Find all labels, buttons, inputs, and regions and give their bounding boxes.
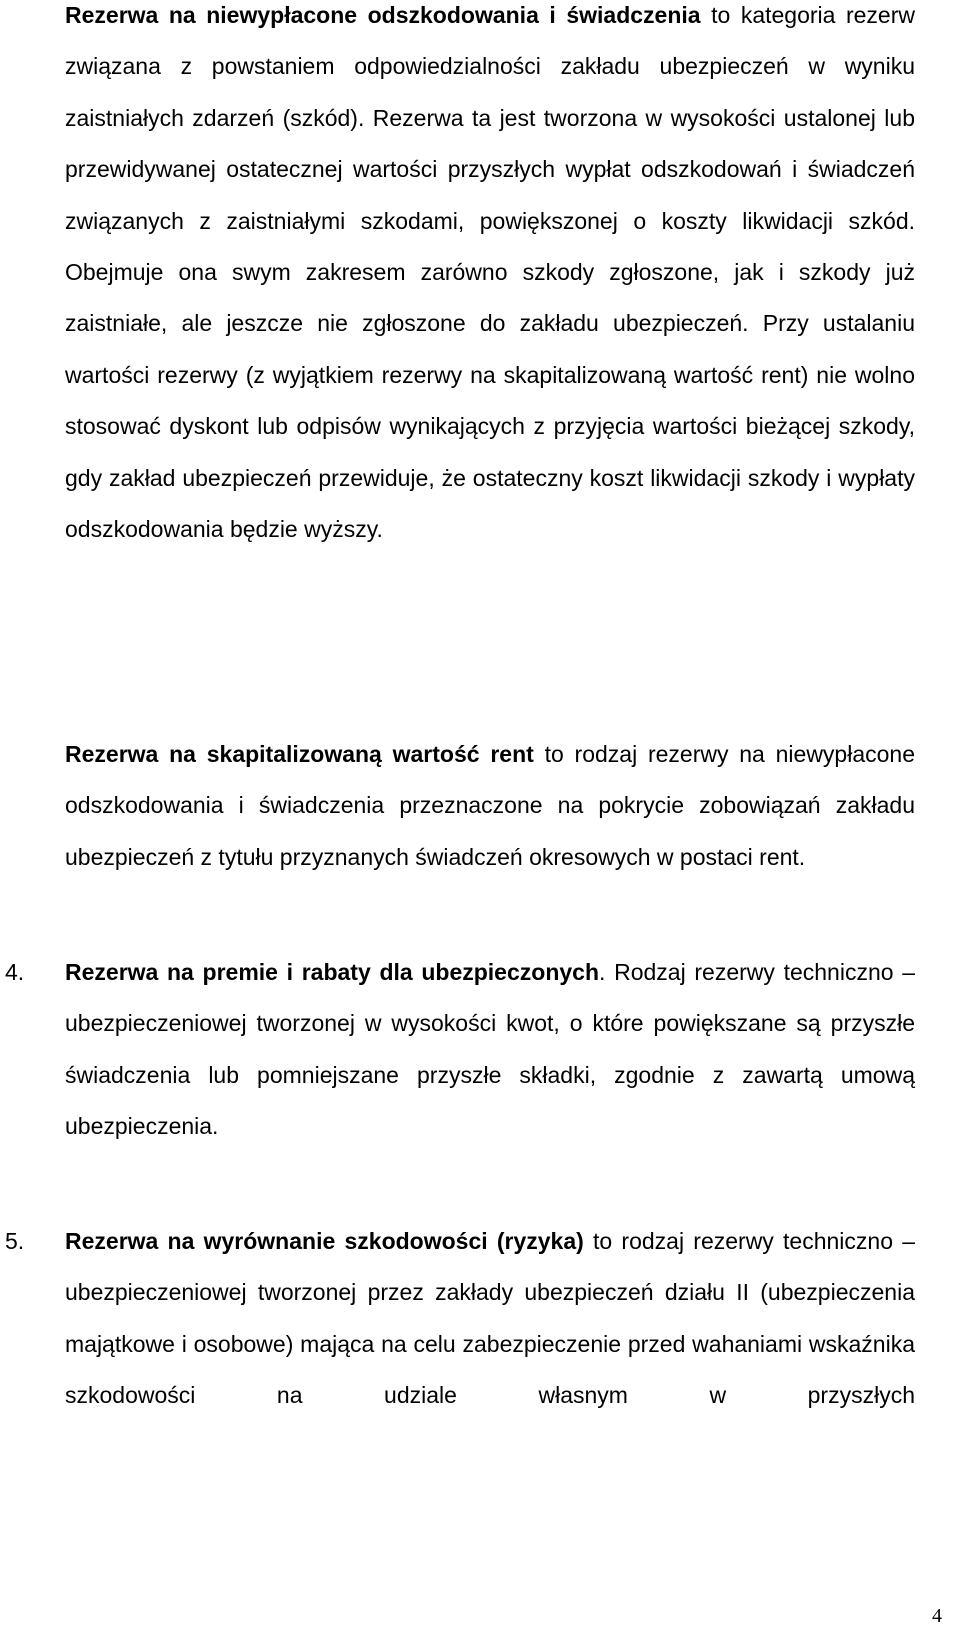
term-annuity-reserve: Rezerwa na skapitalizowaną wartość rent xyxy=(65,741,534,767)
page-number: 4 xyxy=(932,1605,942,1627)
paragraph-bonus-rebate-reserve xyxy=(65,947,915,1153)
term-bonus-rebate-reserve: Rezerwa na premie i rabaty dla ubezpieczonych xyxy=(65,959,600,985)
definition-bonus-rebate-reserve: . Rodzaj rezerwy techniczno – ubezpieczeniowej tworzonej w wysokości kwot, o które powiększane są przyszłe świadczenia lub pomniejszane przyszłe składki, zgodnie z zawartą umową ubezpieczenia. xyxy=(65,959,916,1140)
list-number-4: 4. xyxy=(5,959,25,985)
term-outstanding-claims-reserve: Rezerwa na niewypłacone odszkodowania i świadczenia xyxy=(65,2,701,28)
paragraph-equalization-reserve xyxy=(65,1216,915,1422)
paragraph-outstanding-claims-reserve xyxy=(65,0,915,555)
definition-outstanding-claims-reserve: to kategoria rezerw związana z powstaniem odpowiedzialności zakładu ubezpieczeń w wyniku zaistniałych zdarzeń (szkód). Rezerwa ta jest tworzona w wysokości ustalonej lub przewidywanej ostatecznej wartości przyszłych wypłat odszkodowań i świadczeń związanych z zaistniałymi szkodami, powiększonej o koszty likwidacji szkód. Obejmuje ona swym zakresem zarówno szkody zgłoszone, jak i szkody już zaistniałe, ale jeszcze nie zgłoszone do zakładu ubezpieczeń. Przy ustalaniu wartości rezerwy (z wyjątkiem rezerwy na skapitalizowaną wartość rent) nie wolno stosować dyskont lub odpisów wynikających z przyjęcia wartości bieżącej szkody, gdy zakład ubezpieczeń przewiduje, że ostateczny koszt likwidacji szkody i wypłaty odszkodowania będzie wyższy. xyxy=(65,2,915,543)
list-number-5: 5. xyxy=(5,1228,25,1254)
paragraph-annuity-reserve xyxy=(65,729,915,883)
definition-annuity-reserve: to rodzaj rezerwy na niewypłacone odszkodowania i świadczenia przeznaczone na pokrycie zobowiązań zakładu ubezpieczeń z tytułu przyznanych świadczeń okresowych w postaci rent. xyxy=(65,741,915,870)
term-equalization-reserve: Rezerwa na wyrównanie szkodowości (ryzyka) xyxy=(65,1228,584,1254)
definition-equalization-reserve: to rodzaj rezerwy techniczno – ubezpieczeniowej tworzonej przez zakłady ubezpieczeń działu II (ubezpieczenia majątkowe i osobowe) mająca na celu zabezpieczenie przed wahaniami wskaźnika szkodowości na udziale własnym w przyszłych xyxy=(65,1228,915,1409)
